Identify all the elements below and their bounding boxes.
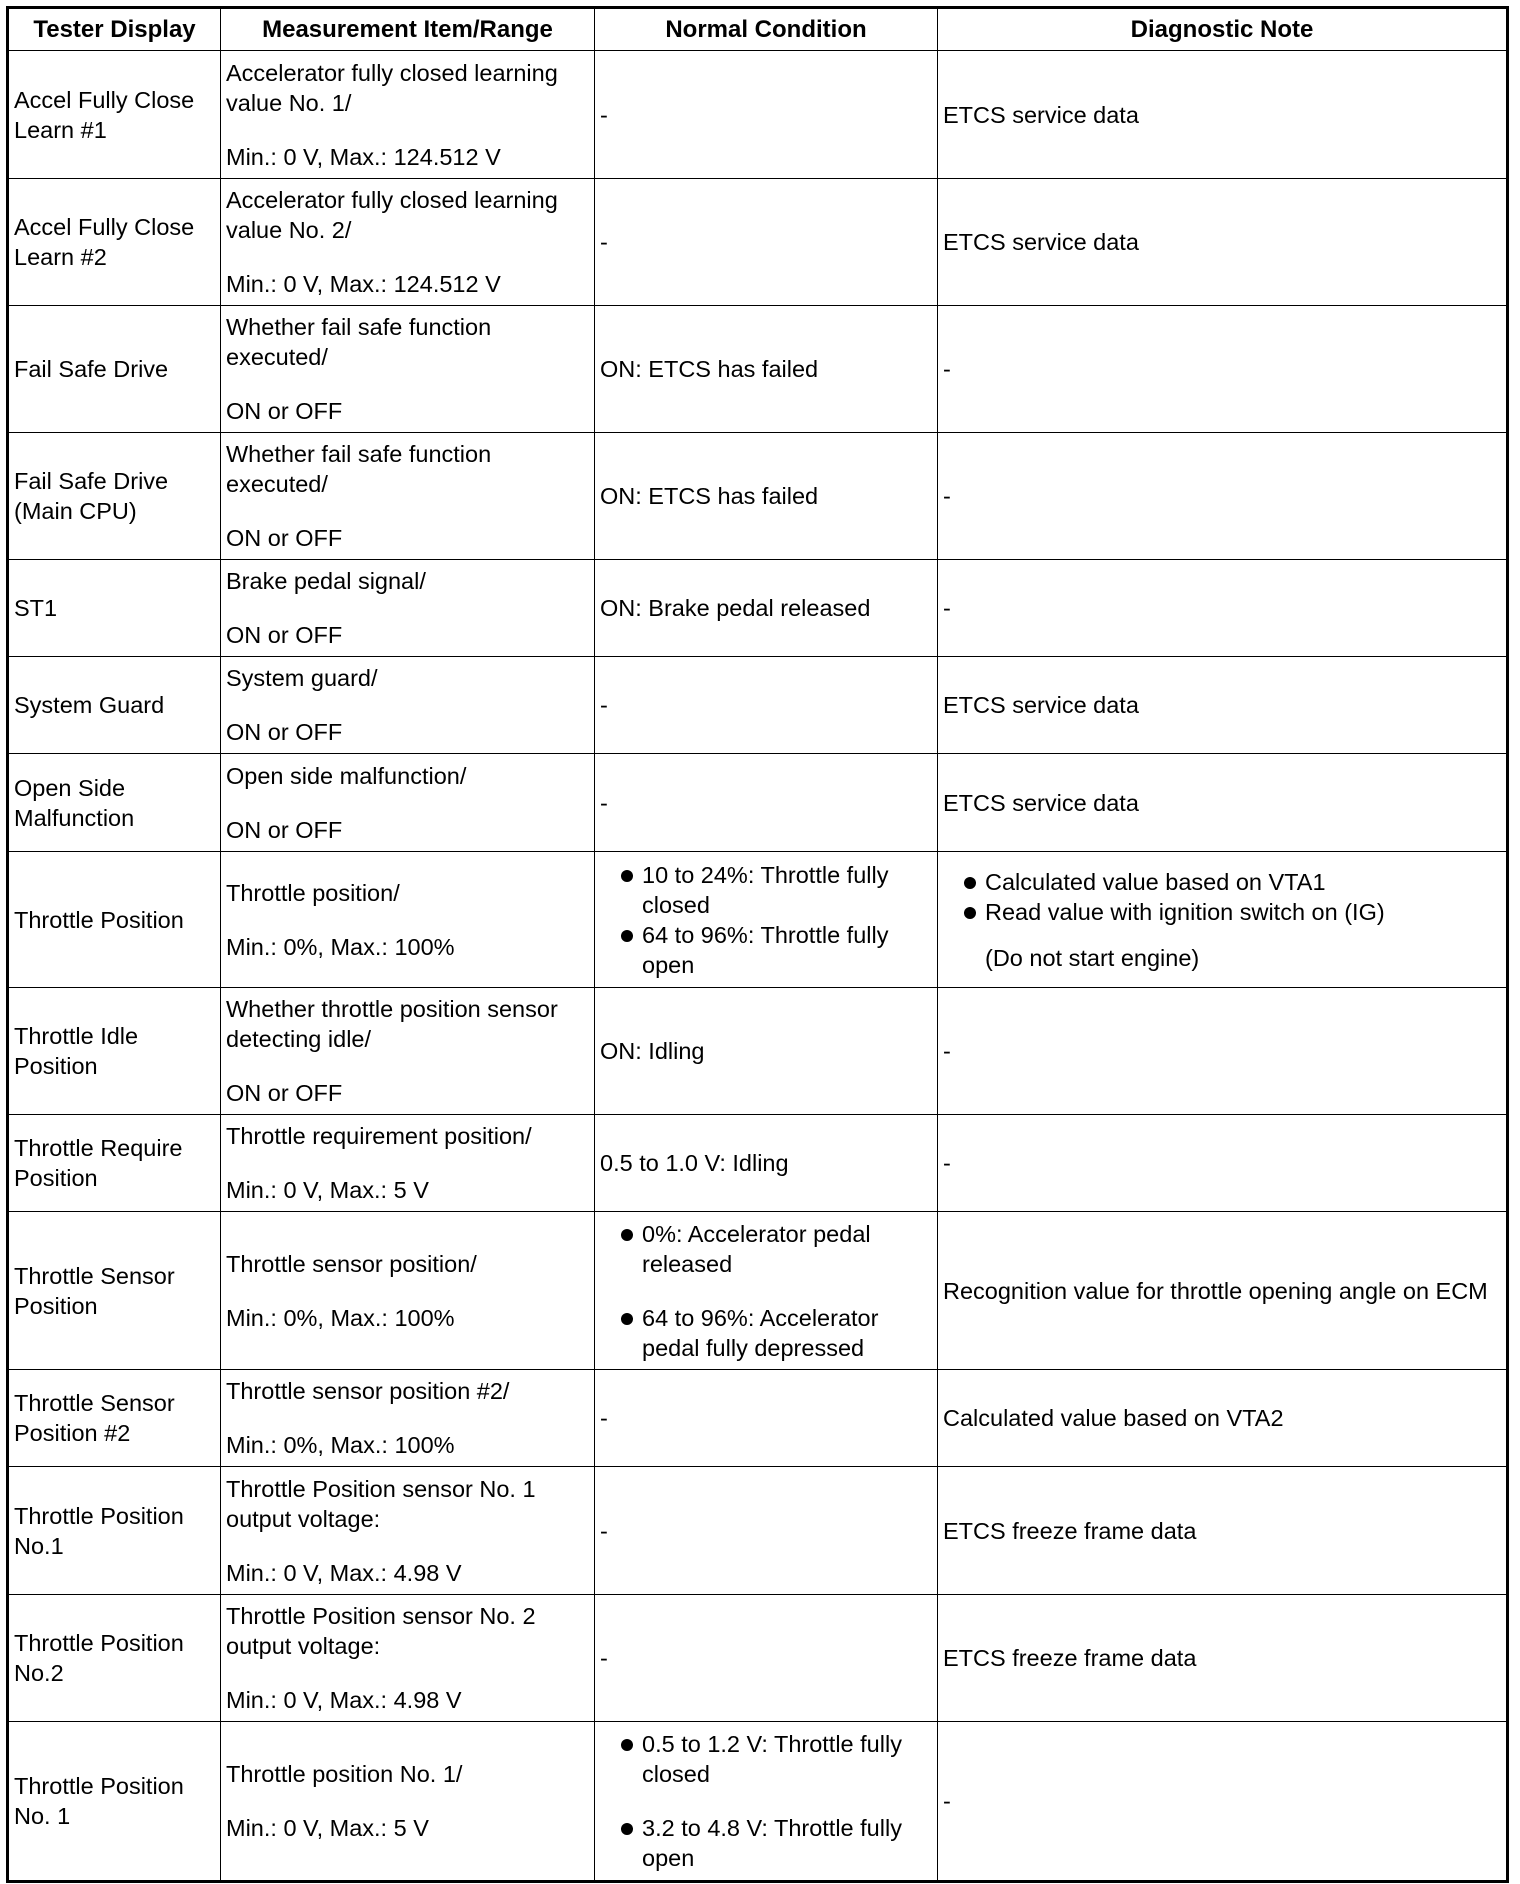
tester-display-text: Position — [14, 1292, 98, 1319]
normal-condition-text: - — [600, 1517, 608, 1544]
measurement-cell — [221, 988, 595, 1115]
diagnostic-note-text: ETCS freeze frame data — [943, 1517, 1197, 1544]
measurement-range-text: ON or OFF — [226, 622, 343, 648]
tester-display-text: Throttle Position — [14, 1773, 184, 1799]
tester-display-cell — [8, 560, 221, 657]
normal-condition-cell — [595, 657, 938, 754]
measurement-range-text: Min.: 0 V, Max.: 5 V — [226, 1177, 429, 1203]
tester-display-text: Accel Fully Close — [14, 214, 195, 240]
diagnostic-note-cell — [938, 306, 1508, 433]
measurement-item-text: System guard/ — [226, 665, 378, 691]
header-measurement-item: Measurement Item/Range — [221, 8, 595, 51]
spacer — [226, 1661, 589, 1685]
measurement-cell — [221, 179, 595, 306]
normal-condition-cell — [595, 433, 938, 560]
measurement-item-text: Throttle sensor position/ — [226, 1250, 477, 1277]
tester-display-text: No.2 — [14, 1660, 64, 1686]
tester-display-cell — [8, 1212, 221, 1370]
bullet-item: 64 to 96%: Throttle fully open — [600, 920, 932, 980]
measurement-range-text: Min.: 0%, Max.: 100% — [226, 1432, 455, 1458]
table-body — [8, 51, 1508, 1882]
measurement-item-text: Open side malfunction/ — [226, 762, 467, 789]
tester-display-cell — [8, 1722, 221, 1882]
normal-condition-text: ON: ETCS has failed — [600, 483, 819, 509]
normal-condition-cell — [595, 1115, 938, 1212]
tester-display-text: Fail Safe Drive — [14, 468, 169, 494]
diagnostic-note-text: - — [943, 595, 951, 621]
table-row — [8, 1467, 1508, 1595]
measurement-item-text: Throttle position No. 1/ — [226, 1761, 463, 1787]
diagnostic-note-cell — [938, 657, 1508, 754]
measurement-range-text: Min.: 0 V, Max.: 124.512 V — [226, 143, 501, 170]
tester-display-cell — [8, 1115, 221, 1212]
diagnostic-note-cell — [938, 560, 1508, 657]
normal-condition-list — [600, 860, 932, 980]
measurement-range-text: Min.: 0 V, Max.: 4.98 V — [226, 1687, 462, 1713]
tester-display-text: Position — [14, 1165, 98, 1191]
diagnostic-note-text: - — [943, 1788, 951, 1814]
tester-display-cell — [8, 988, 221, 1115]
diagnostic-note-cell — [938, 1595, 1508, 1722]
table-row — [8, 51, 1508, 179]
measurement-cell — [221, 1370, 595, 1467]
measurement-range-text: ON or OFF — [226, 816, 343, 843]
diagnostic-note-text: - — [943, 356, 951, 382]
bullet-item: 0.5 to 1.2 V: Throttle fully closed — [600, 1729, 932, 1789]
diagnostic-note-text: - — [943, 483, 951, 509]
measurement-item-text: Throttle Position sensor No. 1 output voltage: — [226, 1475, 536, 1532]
spacer — [226, 1789, 589, 1813]
diagnostic-note-cell — [938, 988, 1508, 1115]
tester-display-text: Position #2 — [14, 1420, 131, 1446]
measurement-item-text: Accelerator fully closed learning value No. 1/ — [226, 59, 558, 116]
header-normal-condition: Normal Condition — [595, 8, 938, 51]
diagnostic-note-cell — [938, 51, 1508, 179]
tester-display-cell — [8, 306, 221, 433]
spacer — [226, 791, 589, 815]
measurement-range-text: ON or OFF — [226, 525, 343, 551]
tester-display-cell — [8, 51, 221, 179]
tester-display-text: ST1 — [14, 595, 58, 621]
table-row — [8, 1212, 1508, 1370]
bullet-item: Calculated value based on VTA1 — [943, 867, 1501, 897]
normal-condition-cell — [595, 51, 938, 179]
tester-display-text: Throttle Position — [14, 1502, 184, 1529]
spacer — [226, 1279, 589, 1303]
tester-display-text: Learn #1 — [14, 116, 107, 143]
normal-condition-cell — [595, 852, 938, 988]
diagnostic-note-text: - — [943, 1150, 951, 1176]
normal-condition-cell — [595, 179, 938, 306]
table-row — [8, 754, 1508, 852]
spacer — [226, 245, 589, 269]
tester-display-cell — [8, 1370, 221, 1467]
normal-condition-cell — [595, 1467, 938, 1595]
normal-condition-text: ON: Idling — [600, 1038, 705, 1064]
measurement-cell — [221, 433, 595, 560]
measurement-range-text: Min.: 0%, Max.: 100% — [226, 933, 455, 960]
table-row — [8, 1115, 1508, 1212]
tester-display-text: System Guard — [14, 692, 165, 718]
tester-display-text: No.1 — [14, 1532, 64, 1559]
spacer — [226, 1406, 589, 1430]
spacer — [226, 499, 589, 523]
diagnostic-note-list — [943, 867, 1501, 927]
tester-display-text: Throttle Position — [14, 1630, 184, 1656]
diagnostic-note-text: Calculated value based on VTA2 — [943, 1405, 1284, 1431]
tester-display-text: Throttle Require — [14, 1135, 183, 1161]
spacer — [226, 1054, 589, 1078]
data-list-sheet — [6, 6, 1506, 1883]
spacer — [226, 596, 589, 620]
measurement-cell — [221, 560, 595, 657]
measurement-range-text: ON or OFF — [226, 398, 343, 424]
table-row — [8, 988, 1508, 1115]
measurement-range-text: Min.: 0 V, Max.: 5 V — [226, 1815, 429, 1841]
tester-display-text: Fail Safe Drive — [14, 356, 169, 382]
measurement-item-text: Throttle sensor position #2/ — [226, 1378, 510, 1404]
table-row — [8, 657, 1508, 754]
header-tester-display: Tester Display — [8, 8, 221, 51]
normal-condition-cell — [595, 1212, 938, 1370]
measurement-item-text: Whether throttle position sensor detecting idle/ — [226, 996, 558, 1052]
spacer — [226, 372, 589, 396]
normal-condition-text: 0.5 to 1.0 V: Idling — [600, 1150, 789, 1176]
tester-display-cell — [8, 179, 221, 306]
spacer — [226, 693, 589, 717]
table-row — [8, 179, 1508, 306]
normal-condition-text: - — [600, 692, 608, 718]
tester-display-text: Throttle Position — [14, 906, 184, 933]
table-row — [8, 852, 1508, 988]
bullet-item: 3.2 to 4.8 V: Throttle fully open — [600, 1813, 932, 1873]
spacer — [226, 118, 589, 142]
diagnostic-note-text: ETCS service data — [943, 789, 1139, 816]
diagnostic-note-cell — [938, 1212, 1508, 1370]
normal-condition-text: - — [600, 789, 608, 816]
data-list-table — [6, 6, 1509, 1883]
diagnostic-note-cell — [938, 1370, 1508, 1467]
spacer — [226, 1151, 589, 1175]
spacer — [226, 908, 589, 932]
tester-display-text: Throttle Sensor — [14, 1262, 175, 1289]
measurement-item-text: Throttle Position sensor No. 2 output voltage: — [226, 1603, 536, 1659]
tester-display-cell — [8, 657, 221, 754]
table-row — [8, 1595, 1508, 1722]
diagnostic-note-text: ETCS service data — [943, 692, 1139, 718]
measurement-cell — [221, 306, 595, 433]
diagnostic-note-cell — [938, 754, 1508, 852]
measurement-cell — [221, 754, 595, 852]
diagnostic-note-cell — [938, 179, 1508, 306]
measurement-range-text: Min.: 0%, Max.: 100% — [226, 1304, 455, 1331]
tester-display-text: Malfunction — [14, 804, 135, 831]
tester-display-cell — [8, 1467, 221, 1595]
measurement-cell — [221, 852, 595, 988]
measurement-item-text: Throttle requirement position/ — [226, 1123, 532, 1149]
normal-condition-cell — [595, 1595, 938, 1722]
bullet-item: 0%: Accelerator pedal released — [600, 1219, 932, 1279]
tester-display-text: Accel Fully Close — [14, 86, 195, 113]
measurement-cell — [221, 1115, 595, 1212]
diagnostic-note-text: - — [943, 1038, 951, 1064]
measurement-cell — [221, 657, 595, 754]
bullet-item: 64 to 96%: Accelerator pedal fully depressed — [600, 1303, 932, 1363]
normal-condition-cell — [595, 754, 938, 852]
diagnostic-note-text: ETCS freeze frame data — [943, 1645, 1197, 1671]
tester-display-cell — [8, 852, 221, 988]
diagnostic-note-cell — [938, 1467, 1508, 1595]
normal-condition-cell — [595, 988, 938, 1115]
tester-display-text: Throttle Idle — [14, 1023, 139, 1049]
diagnostic-note-text: Recognition value for throttle opening angle on ECM — [943, 1277, 1488, 1304]
diagnostic-note-extra: (Do not start engine) — [985, 944, 1200, 971]
diagnostic-note-cell — [938, 852, 1508, 988]
tester-display-cell — [8, 754, 221, 852]
measurement-range-text: ON or OFF — [226, 719, 343, 745]
diagnostic-note-cell — [938, 433, 1508, 560]
normal-condition-text: - — [600, 101, 608, 128]
table-row — [8, 306, 1508, 433]
diagnostic-note-cell — [938, 1722, 1508, 1882]
tester-display-cell — [8, 433, 221, 560]
measurement-range-text: Min.: 0 V, Max.: 124.512 V — [226, 271, 501, 297]
measurement-range-text: ON or OFF — [226, 1080, 343, 1106]
measurement-item-text: Brake pedal signal/ — [226, 568, 426, 594]
diagnostic-note-text: ETCS service data — [943, 229, 1139, 255]
normal-condition-text: ON: Brake pedal released — [600, 595, 871, 621]
measurement-item-text: Accelerator fully closed learning value No. 2/ — [226, 187, 558, 243]
measurement-cell — [221, 51, 595, 179]
bullet-item: Read value with ignition switch on (IG) — [943, 897, 1501, 927]
normal-condition-text: ON: ETCS has failed — [600, 356, 819, 382]
spacer — [226, 1534, 589, 1558]
tester-display-text: Position — [14, 1053, 98, 1079]
normal-condition-list — [600, 1729, 932, 1873]
header-diagnostic-note: Diagnostic Note — [938, 8, 1508, 51]
diagnostic-note-cell — [938, 1115, 1508, 1212]
measurement-cell — [221, 1595, 595, 1722]
normal-condition-text: - — [600, 1405, 608, 1431]
measurement-range-text: Min.: 0 V, Max.: 4.98 V — [226, 1559, 462, 1586]
measurement-item-text: Throttle position/ — [226, 879, 400, 906]
table-header-row — [8, 8, 1508, 51]
tester-display-text: (Main CPU) — [14, 498, 137, 524]
table-row — [8, 1722, 1508, 1882]
normal-condition-cell — [595, 1370, 938, 1467]
normal-condition-cell — [595, 560, 938, 657]
table-row — [8, 560, 1508, 657]
tester-display-text: No. 1 — [14, 1803, 71, 1829]
normal-condition-text: - — [600, 229, 608, 255]
tester-display-text: Learn #2 — [14, 244, 107, 270]
normal-condition-list — [600, 1219, 932, 1363]
measurement-item-text: Whether fail safe function executed/ — [226, 314, 492, 370]
measurement-item-text: Whether fail safe function executed/ — [226, 441, 492, 497]
normal-condition-cell — [595, 306, 938, 433]
measurement-cell — [221, 1467, 595, 1595]
tester-display-cell — [8, 1595, 221, 1722]
tester-display-text: Open Side — [14, 774, 126, 801]
normal-condition-text: - — [600, 1645, 608, 1671]
diagnostic-note-text: ETCS service data — [943, 101, 1139, 128]
table-row — [8, 1370, 1508, 1467]
tester-display-text: Throttle Sensor — [14, 1390, 175, 1416]
bullet-item: 10 to 24%: Throttle fully closed — [600, 860, 932, 920]
measurement-cell — [221, 1212, 595, 1370]
table-row — [8, 433, 1508, 560]
measurement-cell — [221, 1722, 595, 1882]
normal-condition-cell — [595, 1722, 938, 1882]
